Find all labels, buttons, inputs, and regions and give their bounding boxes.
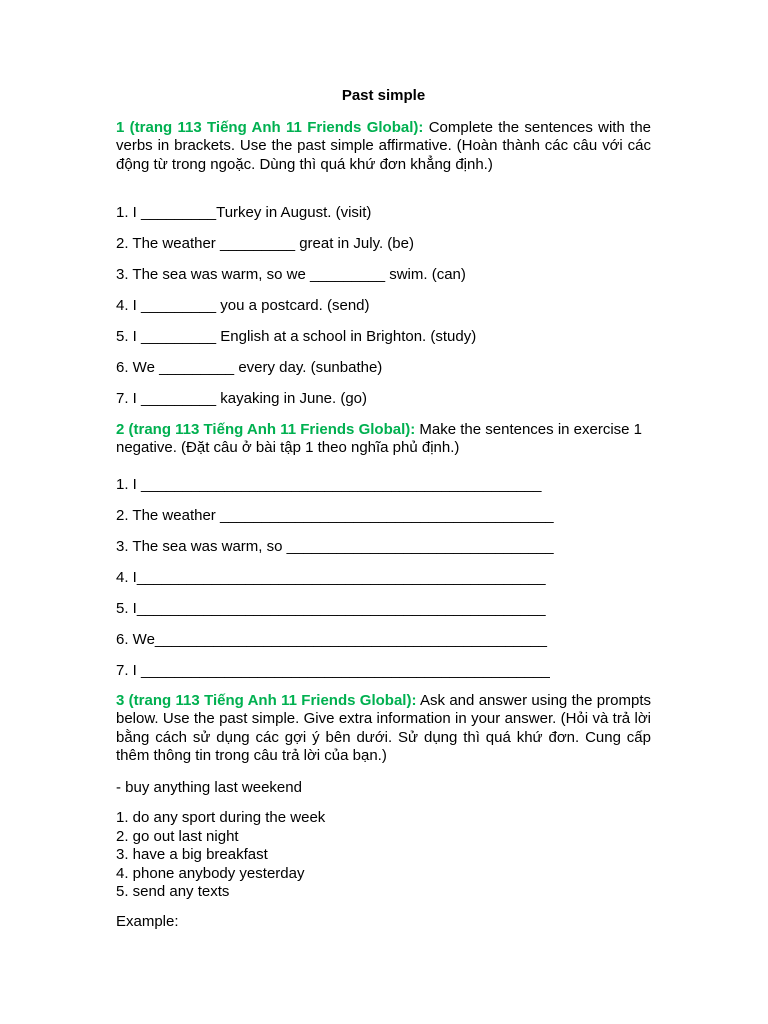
exercise-1-item: 2. The weather _________ great in July. (be)	[116, 235, 414, 252]
exercise-3-prompt: - buy anything last weekend	[116, 779, 302, 796]
exercise-3-item: 1. do any sport during the week	[116, 809, 326, 826]
exercise-3-item: 2. go out last night	[116, 827, 239, 845]
exercise-2-instruction	[116, 421, 651, 458]
exercise-1-item: 7. I _________ kayaking in June. (go)	[116, 390, 368, 407]
exercise-1-instruction	[116, 119, 651, 174]
exercise-2-item: 6. We_______________________________________________	[116, 631, 547, 648]
page-title: Past simple	[341, 87, 426, 104]
exercise-1-item: 3. The sea was warm, so we _________ swim. (can)	[116, 266, 466, 283]
exercise-1-item: 6. We _________ every day. (sunbathe)	[116, 359, 383, 376]
exercise-2-item: 1. I ________________________________________________	[116, 476, 542, 493]
exercise-2-item: 3. The sea was warm, so ________________________________	[116, 538, 554, 555]
exercise-2-item: 5. I_________________________________________________	[116, 600, 546, 617]
exercise-1-heading: 1 (trang 113 Tiếng Anh 11 Friends Global):	[116, 119, 424, 136]
exercise-2-item: 7. I _________________________________________________	[116, 662, 550, 679]
exercise-2-instruction-text: Make the sentences in exercise 1 negative. (Đặt câu ở bài tập 1 theo nghĩa phủ định.)	[116, 421, 643, 457]
exercise-3-prompt-list	[116, 809, 651, 902]
exercise-2-item: 4. I_________________________________________________	[116, 569, 546, 586]
exercise-2-heading: 2 (trang 113 Tiếng Anh 11 Friends Global):	[116, 421, 416, 438]
exercise-3-item: 4. phone anybody yesterday	[116, 864, 305, 882]
exercise-1-item: 5. I _________ English at a school in Brighton. (study)	[116, 328, 477, 345]
exercise-3-heading: 3 (trang 113 Tiếng Anh 11 Friends Global):	[116, 692, 417, 709]
exercise-1-instruction-text: Complete the sentences with the verbs in brackets. Use the past simple affirmative. (Hoàn thành các câu với các động từ trong ngoặc. Dùng thì quá khứ đơn khẳng định.)	[116, 119, 652, 173]
exercise-1-item: 1. I _________Turkey in August. (visit)	[116, 204, 372, 221]
example-label: Example:	[116, 913, 179, 930]
exercise-2-item: 2. The weather ________________________________________	[116, 507, 554, 524]
exercise-3-item: 3. have a big breakfast	[116, 846, 268, 863]
exercise-3-instruction-text: Ask and answer using the prompts below. Use the past simple. Give extra information in your answer. (Hỏi và trả lời bằng cách sử dụng các gợi ý bên dưới. Sử dụng thì quá khứ đơn. Cung cấp thêm thông tin trong câu trả lời của bạn.)	[116, 692, 651, 764]
exercise-3-item: 5. send any texts	[116, 883, 230, 900]
exercise-1-item: 4. I _________ you a postcard. (send)	[116, 297, 370, 314]
exercise-3-instruction	[116, 692, 651, 765]
